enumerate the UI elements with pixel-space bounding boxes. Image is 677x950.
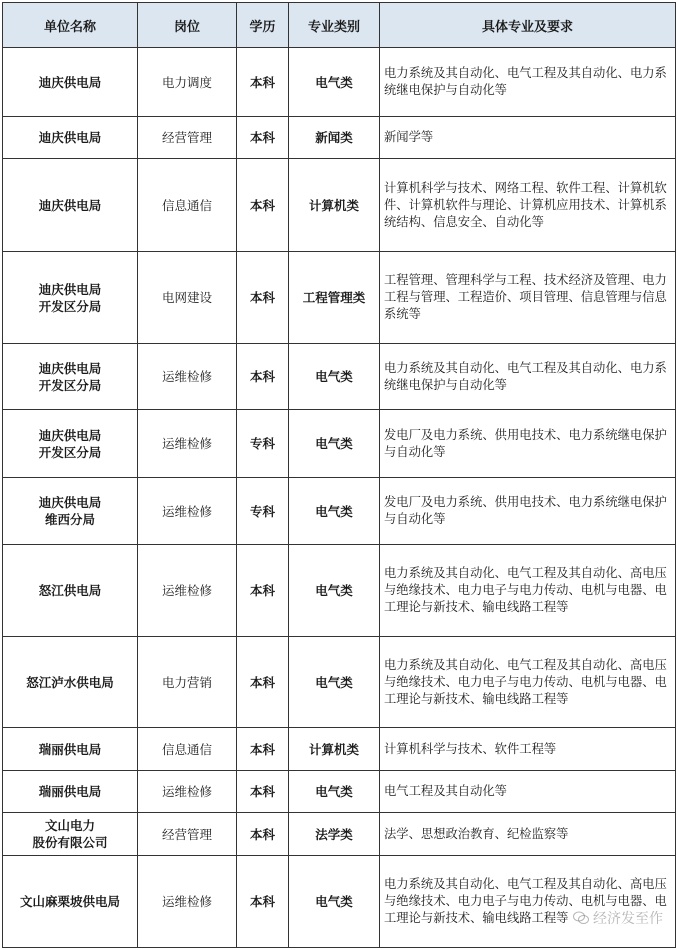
requirements-cell: 法学、思想政治教育、纪检监察等 bbox=[380, 813, 676, 856]
wechat-icon bbox=[573, 911, 589, 925]
table-row bbox=[3, 344, 676, 410]
unit-cell: 迪庆供电局 bbox=[3, 48, 138, 117]
position-cell: 信息通信 bbox=[138, 728, 237, 771]
position-cell: 运维检修 bbox=[138, 344, 237, 410]
category-cell: 电气类 bbox=[289, 637, 380, 728]
education-cell: 专科 bbox=[237, 410, 289, 478]
education-cell: 本科 bbox=[237, 728, 289, 771]
requirements-cell: 新闻学等 bbox=[380, 117, 676, 159]
category-cell: 工程管理类 bbox=[289, 252, 380, 344]
requirements-cell: 工程管理、管理科学与工程、技术经济及管理、电力工程与管理、工程造价、项目管理、信息管理与信息系统等 bbox=[380, 252, 676, 344]
unit-cell: 迪庆供电局 开发区分局 bbox=[3, 252, 138, 344]
requirements-cell: 电气工程及其自动化等 bbox=[380, 771, 676, 813]
table-row bbox=[3, 637, 676, 728]
requirements-cell: 发电厂及电力系统、供用电技术、电力系统继电保护与自动化等 bbox=[380, 478, 676, 545]
requirements-cell: 发电厂及电力系统、供用电技术、电力系统继电保护与自动化等 bbox=[380, 410, 676, 478]
unit-cell: 怒江泸水供电局 bbox=[3, 637, 138, 728]
education-cell: 专科 bbox=[237, 478, 289, 545]
table-row bbox=[3, 410, 676, 478]
education-cell: 本科 bbox=[237, 545, 289, 637]
recruitment-table bbox=[2, 2, 676, 948]
requirements-cell: 电力系统及其自动化、电气工程及其自动化、电力系统继电保护与自动化等 bbox=[380, 48, 676, 117]
position-cell: 电力调度 bbox=[138, 48, 237, 117]
education-cell: 本科 bbox=[237, 48, 289, 117]
position-cell: 运维检修 bbox=[138, 478, 237, 545]
position-cell: 经营管理 bbox=[138, 813, 237, 856]
unit-cell: 怒江供电局 bbox=[3, 545, 138, 637]
table-row bbox=[3, 478, 676, 545]
requirements-cell: 电力系统及其自动化、电气工程及其自动化、高电压与绝缘技术、电力电子与电力传动、电机与电器、电工理论与新技术、输电线路工程等 bbox=[380, 545, 676, 637]
category-cell: 电气类 bbox=[289, 48, 380, 117]
position-cell: 运维检修 bbox=[138, 545, 237, 637]
position-cell: 运维检修 bbox=[138, 410, 237, 478]
requirements-cell: 电力系统及其自动化、电气工程及其自动化、高电压与绝缘技术、电力电子与电力传动、电机与电器、电工理论与新技术、输电线路工程等 bbox=[380, 856, 676, 948]
header-requirements: 具体专业及要求 bbox=[380, 3, 676, 48]
table-row bbox=[3, 771, 676, 813]
unit-cell: 迪庆供电局 维西分局 bbox=[3, 478, 138, 545]
category-cell: 电气类 bbox=[289, 344, 380, 410]
requirements-cell: 计算机科学与技术、网络工程、软件工程、计算机软件、计算机软件与理论、计算机应用技术、计算机系统结构、信息安全、自动化等 bbox=[380, 159, 676, 252]
table-row bbox=[3, 813, 676, 856]
table-row bbox=[3, 545, 676, 637]
position-cell: 信息通信 bbox=[138, 159, 237, 252]
table-row bbox=[3, 252, 676, 344]
education-cell: 本科 bbox=[237, 813, 289, 856]
header-unit: 单位名称 bbox=[3, 3, 138, 48]
education-cell: 本科 bbox=[237, 344, 289, 410]
position-cell: 电力营销 bbox=[138, 637, 237, 728]
header-category: 专业类别 bbox=[289, 3, 380, 48]
header-education: 学历 bbox=[237, 3, 289, 48]
education-cell: 本科 bbox=[237, 637, 289, 728]
unit-cell: 瑞丽供电局 bbox=[3, 771, 138, 813]
education-cell: 本科 bbox=[237, 856, 289, 948]
category-cell: 电气类 bbox=[289, 771, 380, 813]
category-cell: 计算机类 bbox=[289, 728, 380, 771]
table-row bbox=[3, 728, 676, 771]
unit-cell: 迪庆供电局 开发区分局 bbox=[3, 410, 138, 478]
requirements-cell: 计算机科学与技术、软件工程等 bbox=[380, 728, 676, 771]
category-cell: 电气类 bbox=[289, 410, 380, 478]
header-position: 岗位 bbox=[138, 3, 237, 48]
unit-cell: 文山电力 股份有限公司 bbox=[3, 813, 138, 856]
position-cell: 经营管理 bbox=[138, 117, 237, 159]
unit-cell: 迪庆供电局 bbox=[3, 159, 138, 252]
education-cell: 本科 bbox=[237, 252, 289, 344]
category-cell: 电气类 bbox=[289, 478, 380, 545]
education-cell: 本科 bbox=[237, 117, 289, 159]
requirements-cell: 电力系统及其自动化、电气工程及其自动化、高电压与绝缘技术、电力电子与电力传动、电机与电器、电工理论与新技术、输电线路工程等 bbox=[380, 637, 676, 728]
category-cell: 新闻类 bbox=[289, 117, 380, 159]
position-cell: 运维检修 bbox=[138, 771, 237, 813]
requirements-cell: 电力系统及其自动化、电气工程及其自动化、电力系统继电保护与自动化等 bbox=[380, 344, 676, 410]
category-cell: 电气类 bbox=[289, 856, 380, 948]
unit-cell: 瑞丽供电局 bbox=[3, 728, 138, 771]
watermark-text: 经济发至作 bbox=[593, 911, 663, 927]
position-cell: 运维检修 bbox=[138, 856, 237, 948]
category-cell: 电气类 bbox=[289, 545, 380, 637]
unit-cell: 迪庆供电局 开发区分局 bbox=[3, 344, 138, 410]
table-row bbox=[3, 159, 676, 252]
table-row bbox=[3, 48, 676, 117]
watermark bbox=[573, 908, 663, 928]
education-cell: 本科 bbox=[237, 159, 289, 252]
position-cell: 电网建设 bbox=[138, 252, 237, 344]
unit-cell: 文山麻栗坡供电局 bbox=[3, 856, 138, 948]
education-cell: 本科 bbox=[237, 771, 289, 813]
category-cell: 计算机类 bbox=[289, 159, 380, 252]
category-cell: 法学类 bbox=[289, 813, 380, 856]
unit-cell: 迪庆供电局 bbox=[3, 117, 138, 159]
table-row bbox=[3, 117, 676, 159]
table-row bbox=[3, 856, 676, 948]
header-row bbox=[3, 3, 676, 48]
